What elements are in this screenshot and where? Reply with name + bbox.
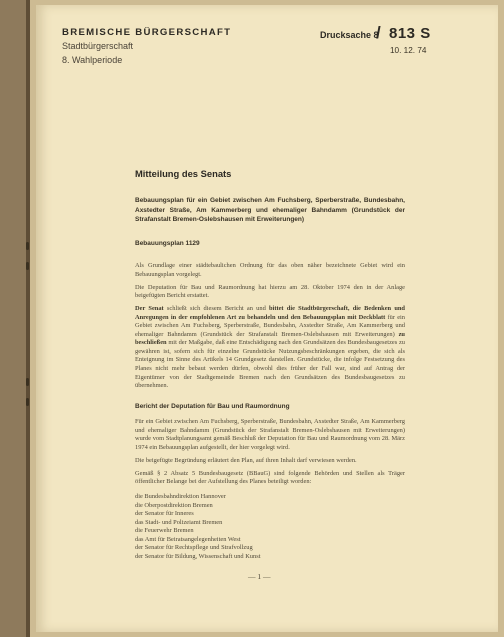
paragraph: Als Grundlage einer städtebaulichen Ordnung für das oben näher bezeichnete Gebiet wird ein Bebauungsplan vorgelegt. [135, 262, 405, 278]
header-legislative-period: 8. Wahlperiode [62, 55, 123, 65]
document-body [135, 262, 405, 561]
binder-pin [26, 378, 29, 386]
list-item: das Stadt- und Polizeiamt Bremen [135, 518, 223, 526]
list-item: die Feuerwehr Bremen [135, 527, 194, 535]
binder-pin [26, 242, 29, 250]
report-paragraph: Gemäß § 2 Absatz 5 Bundesbaugesetz (BBauG) sind folgende Behörden und Stellen als Träger öffentlicher Belange bei der Aufstellung des Planes beteiligt worden: [135, 469, 405, 486]
bold-phrase: bittet die Stadtbürgerschaft, die Bedenken und Anregungen in der empfohlenen Art zu behandeln und den Bebauungsplan mit Deckblatt [135, 305, 405, 321]
drucksache-label: Drucksache 8 [320, 30, 379, 40]
list-item: das Amt für Beiratsangelegenheiten West [135, 535, 241, 543]
header-organization: BREMISCHE BÜRGERSCHAFT [62, 27, 232, 38]
binder-pin [26, 262, 29, 270]
bold-phrase: zu beschließen [135, 330, 405, 347]
list-item: der Senator für Inneres [135, 510, 194, 518]
drucksache-slash: / [376, 23, 381, 42]
paragraph: Die Deputation für Bau und Raumordnung hat hierzu am 28. Oktober 1974 den in der Anlage beigefügten Bericht erstattet. [135, 283, 405, 300]
list-item: die Oberpostdirektion Bremen [135, 501, 213, 509]
document-title: Mitteilung des Senats [135, 168, 232, 179]
agency-list [135, 493, 405, 561]
text-run: mit der Maßgabe, daß eine Entschädigung nach den Grundsätzen des Bundesbaugesetzes zu gewähren ist, sofern sich für einzelne Grundstücke Nutzungsbeschränkungen ergeben, die sich als Enteignung im Sinne des Artikels 14 Grundgesetz darstellen. Grundstücke, die infolge Festsetzung des Planes nicht mehr bebaut werden dürfen, obwohl dies früher der Fall war, sind auf Antrag der Eigentümer von der Stadtgemeinde Bremen nach den Grundsätzen des Bundesbaugesetzes zu übernehmen. [135, 339, 405, 390]
text-run: für ein Gebiet zwischen Am Fuchsberg, Sperberstraße, Bundesbahn, Axstedter Straße, Am Kammerberg und ehemaliger Bahndamm (Grundstück der Strafanstalt Bremen-Oslebshausen mit Erweiterungen) [135, 313, 405, 338]
report-paragraph: Für ein Gebiet zwischen Am Fuchsberg, Sperberstraße, Bundesbahn, Axstedter Straße, Am Kammerberg und ehemaliger Bahndamm (Grundstück der Strafanstalt Bremen-Oslebshausen mit Erweiterungen) wurde vom Stadtplanungsamt gemäß Beschluß der Deputation für Bau und Raumordnung vom 28. März 1974 ein Bebauungsplan aufgestellt, der hier vorgelegt wird. [135, 418, 405, 451]
document-subject: Bebauungsplan für ein Gebiet zwischen Am Fuchsberg, Sperberstraße, Bundesbahn, Axstedter Straße, Am Kammerberg und ehemaliger Bahndamm (Grundstück der Strafanstalt Bremen-Oslebshausen mit Erweiterungen) [135, 197, 405, 224]
drucksache-number: 813 S [389, 25, 431, 42]
header-chamber: Stadtbürgerschaft [62, 41, 134, 51]
list-item: der Senator für Rechtspflege und Strafvollzug [135, 544, 253, 552]
binder-cover-edge [0, 0, 30, 637]
plan-number: Bebauungsplan 1129 [135, 240, 200, 247]
text-run: schließt sich diesem Bericht an und [163, 305, 269, 313]
list-item: der Senator für Bildung, Wissenschaft und Kunst [135, 552, 261, 560]
document-date: 10. 12. 74 [390, 46, 427, 55]
list-item: die Bundesbahndirektion Hannover [135, 493, 226, 501]
binder-pin [26, 398, 29, 406]
page-number: — 1 — [248, 572, 271, 581]
paragraph-resolution [135, 305, 405, 390]
section-heading: Bericht der Deputation für Bau und Raumordnung [135, 402, 290, 410]
bold-phrase: Der Senat [135, 305, 164, 313]
report-paragraph: Die beigefügte Begründung erläutert den Plan, auf ihren Inhalt darf verwiesen werden. [135, 456, 357, 464]
